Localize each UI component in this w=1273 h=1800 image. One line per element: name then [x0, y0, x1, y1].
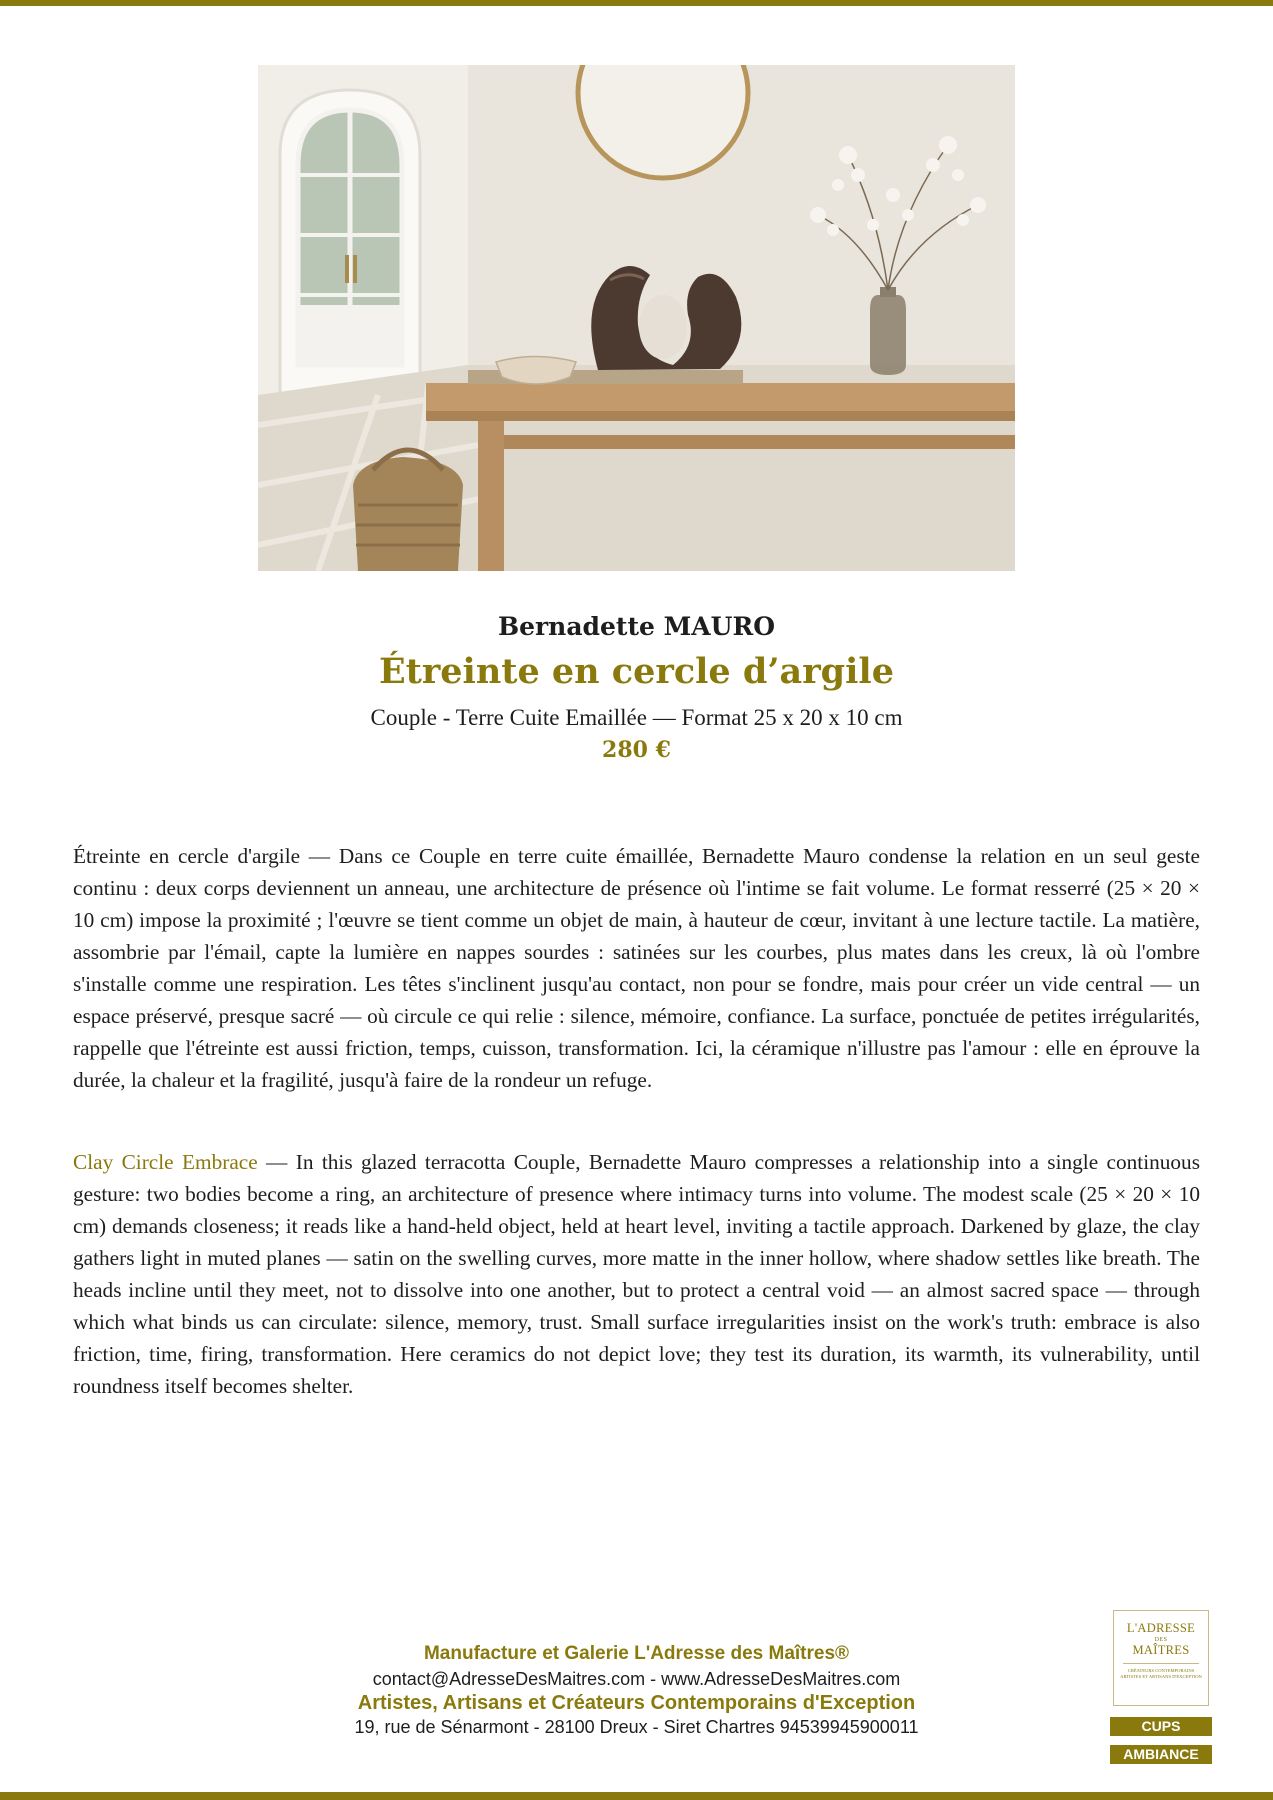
logo-line-3: MAÎTRES: [1132, 1643, 1190, 1657]
footer-contact: contact@AdresseDesMaitres.com - www.AdresseDesMaitres.com: [372, 1669, 901, 1689]
artist-name: Bernadette MAURO: [497, 612, 776, 641]
description-english: [73, 1146, 1200, 1402]
tag-cups: CUPS: [1110, 1717, 1212, 1736]
english-title: Clay Circle Embrace: [73, 1150, 258, 1174]
logo-line-2: DES: [1154, 1637, 1168, 1643]
logo-divider: [1123, 1663, 1199, 1664]
logo-line-4: CRÉATEURS CONTEMPORAINS ARTISTES ET ARTISANS D'EXCEPTION: [1120, 1668, 1202, 1679]
artwork-title: Étreinte en cercle d’argile: [378, 651, 894, 692]
tag-ambiance: AMBIANCE: [1110, 1745, 1212, 1764]
bottom-accent-bar: [0, 1792, 1273, 1800]
english-body: — In this glazed terracotta Couple, Bernadette Mauro compresses a relationship into a single continuous gesture: two bodies become a ring, an architecture of presence where intimacy turns into volume. The modest scale (25 × 20 × 10 cm) demands closeness; it reads like a hand-held object, held at heart level, inviting a tactile approach. Darkened by glaze, the clay gathers light in muted planes — satin on the swelling curves, more matte in the inner hollow, where shadow settles like breath. The heads incline until they meet, not to dissolve into one another, but to protect a central void — an almost sacred space — through which what binds us can circulate: silence, memory, trust. Small surface irregularities insist on the work's truth: embrace is also friction, time, firing, transformation. Here ceramics do not depict love; they test its duration, its warmth, its vulnerability, until roundness itself becomes shelter.: [73, 1150, 1200, 1398]
description-french: Étreinte en cercle d'argile — Dans ce Couple en terre cuite émaillée, Bernadette Mauro condense la relation en un seul geste continu : deux corps deviennent un anneau, une architecture de présence où l'intime se fait volume. Le format resserré (25 × 20 × 10 cm) impose la proximité ; l'œuvre se tient comme un objet de main, à hauteur de cœur, invitant à une lecture tactile. La matière, assombrie par l'émail, capte la lumière en nappes sourdes : satinées sur les courbes, plus mates dans les creux, là où l'ombre s'installe comme une respiration. Les têtes s'inclinent jusqu'au contact, non pour se fondre, mais pour créer un vide central — un espace préservé, presque sacré — où circule ce qui relie : silence, mémoire, confiance. La surface, ponctuée de petites irrégularités, rappelle que l'étreinte est aussi friction, temps, cuisson, transformation. Ici, la céramique n'illustre pas l'amour : elle en éprouve la durée, la chaleur et la fragilité, jusqu'à faire de la rondeur un refuge.: [73, 844, 1200, 1092]
footer-address: 19, rue de Sénarmont - 28100 Dreux - Siret Chartres 94539945900011: [354, 1717, 919, 1737]
gallery-logo: [1113, 1610, 1209, 1706]
product-photo: [258, 65, 1015, 571]
footer-company: Manufacture et Galerie L'Adresse des Maîtres®: [423, 1643, 850, 1664]
logo-line-1: L'ADRESSE: [1126, 1621, 1196, 1635]
footer-tagline: Artistes, Artisans et Créateurs Contemporains d'Exception: [357, 1692, 916, 1714]
artwork-price: 280 €: [602, 737, 671, 763]
artwork-subtitle: Couple - Terre Cuite Emaillée — Format 25 x 20 x 10 cm: [370, 705, 903, 730]
top-accent-bar: [0, 0, 1273, 6]
